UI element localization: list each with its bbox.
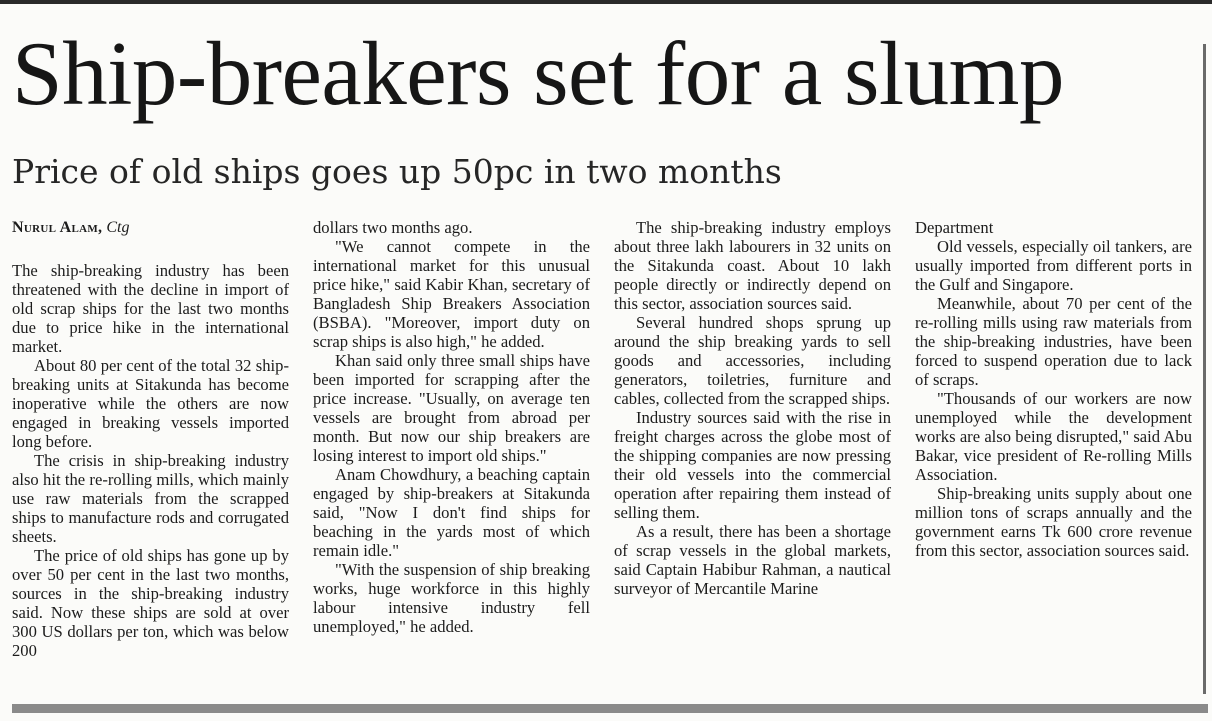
column-body	[313, 218, 590, 636]
paragraph: "Thousands of our workers are now unemployed while the development works are also being disrupted," said Abu Bakar, vice president of Re-rolling Mills Association.	[915, 389, 1192, 484]
column-body	[614, 218, 891, 598]
paragraph: The ship-breaking industry has been threatened with the decline in import of old scrap ships for the last two months due to price hike in the international market.	[12, 261, 289, 356]
column-body	[915, 218, 1192, 560]
paragraph: Meanwhile, about 70 per cent of the re-rolling mills using raw materials from the ship-breaking industries, have been forced to suspend operation due to lack of scraps.	[915, 294, 1192, 389]
paragraph: About 80 per cent of the total 32 ship-breaking units at Sitakunda has become inoperative while the others are now engaged in breaking vessels imported long before.	[12, 356, 289, 451]
byline-location: Ctg	[106, 219, 130, 236]
paragraph: The crisis in ship-breaking industry also hit the re-rolling mills, which mainly use raw materials from the scrapped ships to manufacture rods and corrugated sheets.	[12, 451, 289, 546]
right-column-rule	[1203, 44, 1206, 694]
byline-author: Nurul Alam,	[12, 219, 103, 236]
article-column-2	[313, 218, 590, 636]
article-column-3	[614, 218, 891, 598]
paragraph: The ship-breaking industry employs about three lakh labourers in 32 units on the Sitakunda coast. About 10 lakh people directly or indirectly depend on this sector, association sources said.	[614, 218, 891, 313]
paragraph: Old vessels, especially oil tankers, are usually imported from different ports in the Gulf and Singapore.	[915, 237, 1192, 294]
paragraph: Ship-breaking units supply about one million tons of scraps annually and the government earns Tk 600 crore revenue from this sector, association sources said.	[915, 484, 1192, 560]
article-column-1	[12, 218, 289, 660]
article-column-4	[915, 218, 1192, 560]
headline: Ship-breakers set for a slump	[12, 23, 1064, 124]
top-rule	[0, 0, 1212, 4]
paragraph: Department	[915, 218, 994, 237]
byline	[12, 218, 289, 237]
paragraph: "With the suspension of ship breaking works, huge workforce in this highly labour intensive industry fell unemployed," he added.	[313, 560, 590, 636]
paragraph: As a result, there has been a shortage of scrap vessels in the global markets, said Captain Habibur Rahman, a nautical surveyor of Mercantile Marine	[614, 522, 891, 598]
bottom-rule	[12, 704, 1208, 713]
column-body	[12, 261, 289, 660]
paragraph: Khan said only three small ships have been imported for scrapping after the price increase. "Usually, on average ten vessels are brought from abroad per month. But now our ship breakers are losing interest to import old ships."	[313, 351, 590, 465]
paragraph: Industry sources said with the rise in freight charges across the globe most of the shipping companies are now pressing their old vessels into the commercial operation after repairing them instead of selling them.	[614, 408, 891, 522]
paragraph: "We cannot compete in the international market for this unusual price hike," said Kabir Khan, secretary of Bangladesh Ship Breakers Association (BSBA). "Moreover, import duty on scrap ships is also high," he added.	[313, 237, 590, 351]
subheadline: Price of old ships goes up 50pc in two months	[12, 152, 782, 191]
paragraph: Anam Chowdhury, a beaching captain engaged by ship-breakers at Sitakunda said, "Now I don't find ships for beaching in the yards most of which remain idle."	[313, 465, 590, 560]
paragraph: The price of old ships has gone up by over 50 per cent in the last two months, sources in the ship-breaking industry said. Now these ships are sold at over 300 US dollars per ton, which was below 200	[12, 546, 289, 660]
paragraph: Several hundred shops sprung up around the ship breaking yards to sell goods and accessories, including generators, toiletries, furniture and cables, collected from the scrapped ships.	[614, 313, 891, 408]
paragraph: dollars two months ago.	[313, 218, 473, 237]
